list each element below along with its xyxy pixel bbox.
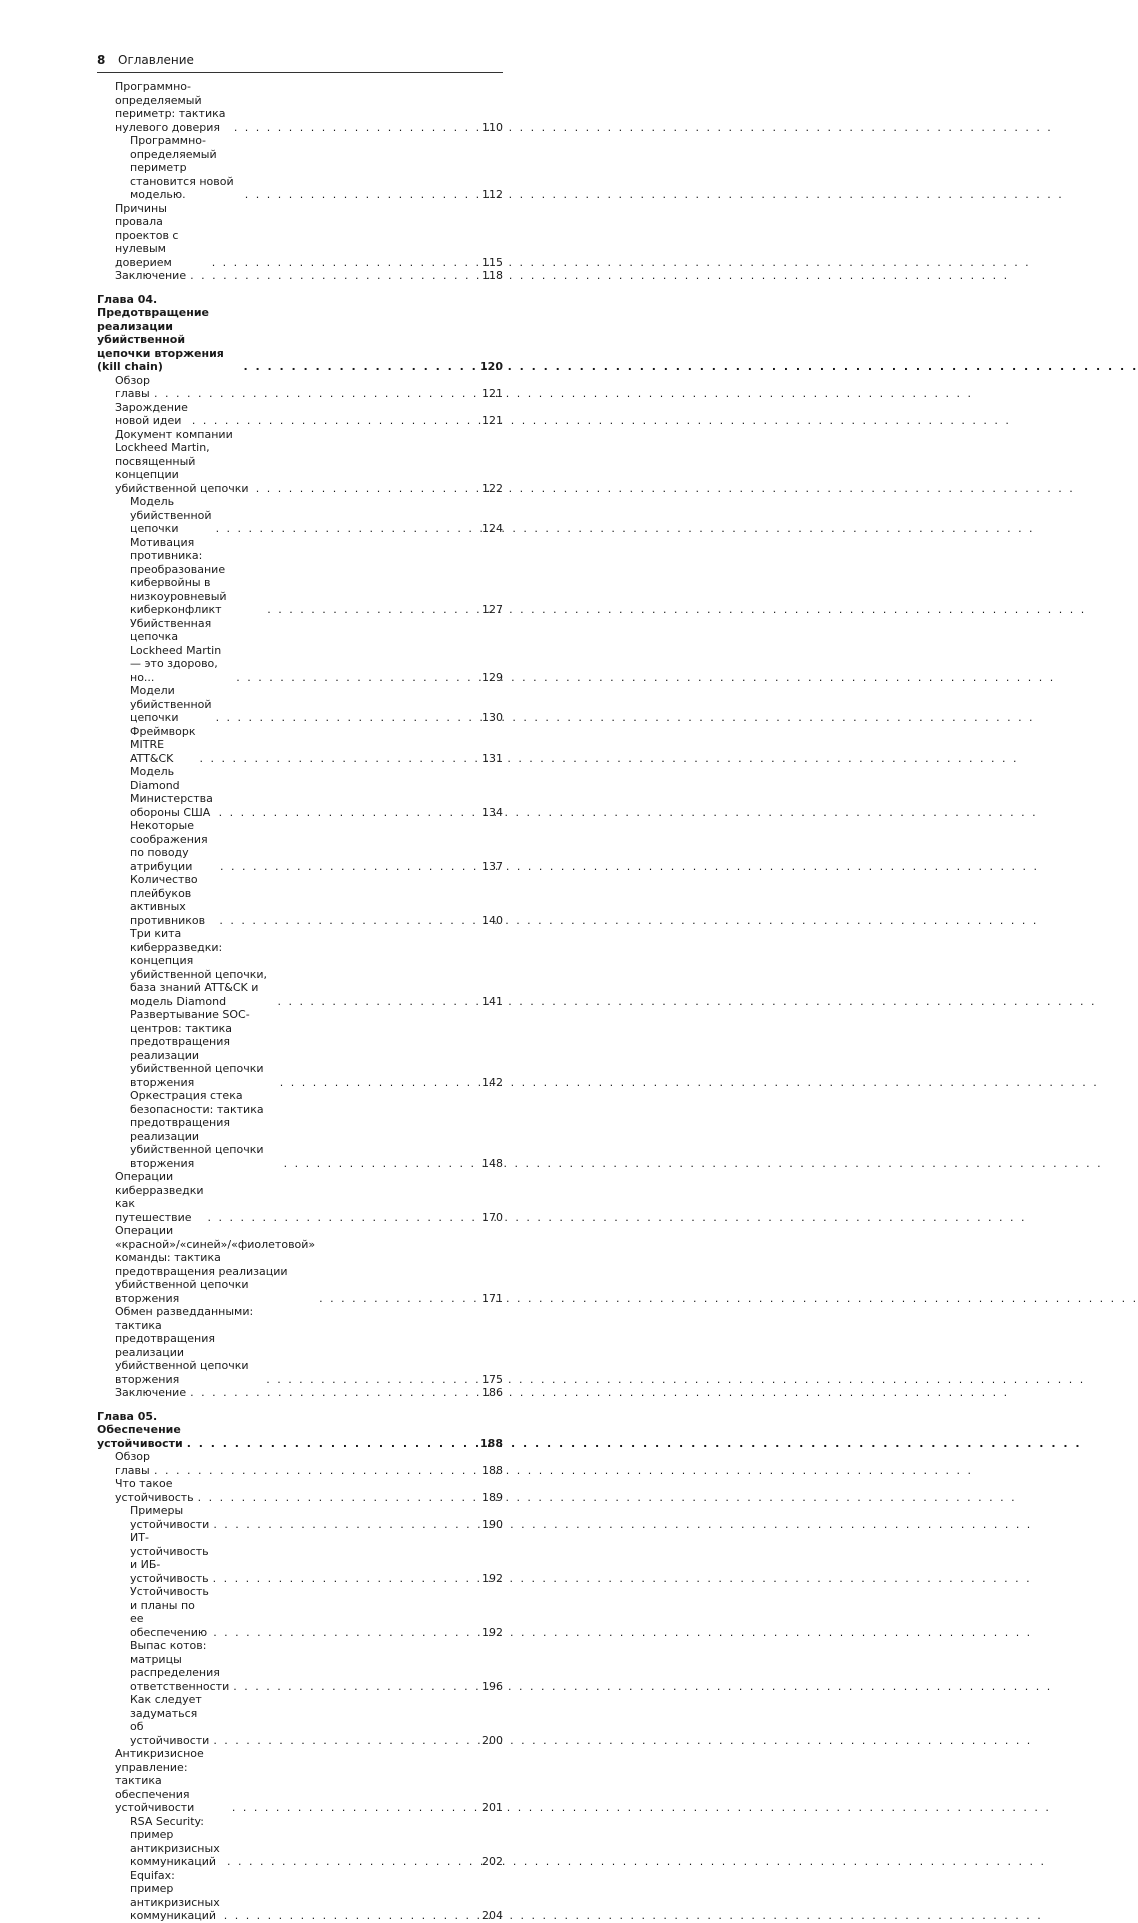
- toc-entry: [97, 269, 503, 283]
- toc-entry: [97, 765, 503, 819]
- dot-leader: [256, 482, 478, 496]
- toc-entry-page: 110: [482, 120, 503, 134]
- toc-entry: [97, 80, 503, 134]
- dot-leader: [216, 522, 478, 536]
- dot-leader: [212, 256, 478, 270]
- toc-entry: [97, 202, 503, 270]
- dot-leader: [154, 1464, 478, 1478]
- section-gap: [97, 1400, 503, 1410]
- toc-entry-title: ИТ-устойчивость и ИБ-устойчивость: [130, 1531, 209, 1585]
- toc-entry-title: Программно-определяемый периметр становится новой моделью.: [130, 134, 234, 201]
- toc-entry-title: Оркестрация стека безопасности: тактика предотвращения реализации убийственной цепочки вторжения: [130, 1089, 264, 1170]
- running-title: Оглавление: [118, 53, 194, 67]
- toc-entry: [97, 1170, 503, 1224]
- dot-leader: [220, 860, 478, 874]
- toc-entry: [97, 1386, 503, 1400]
- dot-leader: [219, 914, 478, 928]
- page-header: [97, 52, 503, 73]
- dot-leader: [200, 752, 478, 766]
- toc-entry-page: 196: [482, 1679, 503, 1693]
- toc-entry: [97, 684, 503, 725]
- toc-entry: [97, 617, 503, 685]
- toc-entry-title: Модель Diamond Министерства обороны США: [130, 765, 213, 819]
- toc-entry-title: Операции киберразведки как путешествие: [115, 1170, 204, 1224]
- dot-leader: [280, 1076, 478, 1090]
- toc-entry: [97, 495, 503, 536]
- dot-leader: [208, 1211, 478, 1225]
- toc-entry-title: Три кита киберразведки: концепция убийственной цепочки, база знаний ATT&CK и модель Diamond: [130, 927, 268, 1008]
- toc-entry-page: 170: [482, 1210, 503, 1224]
- toc-entry: [97, 1450, 503, 1477]
- toc-entry-title: Развертывание SOC-центров: тактика предотвращения реализации убийственной цепочки вторжения: [130, 1008, 264, 1089]
- toc-entry-page: 148: [482, 1156, 503, 1170]
- toc-entry-page: 121: [482, 414, 503, 427]
- toc-entry-page: 141: [482, 994, 503, 1008]
- toc-entry-title: Глава 04. Предотвращение реализации убийственной цепочки вторжения (kill chain): [97, 292, 224, 373]
- dot-leader: [243, 360, 476, 374]
- toc-entry: [97, 374, 503, 401]
- dot-leader: [190, 1386, 478, 1400]
- toc-entry-title: Программно-определяемый периметр: тактика нулевого доверия: [115, 80, 226, 134]
- toc-entry-page: 200: [482, 1733, 503, 1747]
- toc-entry: [97, 428, 503, 496]
- toc-entry-title: Обзор главы: [115, 373, 151, 400]
- toc-entry-title: Мотивация противника: преобразование кибервойны в низкоуровневый киберконфликт: [130, 535, 227, 616]
- toc-entry-page: 122: [482, 481, 503, 495]
- toc-entry-title: Модель убийственной цепочки: [130, 495, 212, 535]
- dot-leader: [224, 1909, 478, 1923]
- toc-entry: [97, 401, 503, 428]
- section-gap: [97, 283, 503, 293]
- toc-entry-title: Заключение: [115, 1386, 187, 1399]
- toc-entry: [97, 1305, 503, 1386]
- toc-entry-page: 202: [482, 1855, 503, 1868]
- toc-entry-page: 190: [482, 1517, 503, 1531]
- toc-entry: [97, 1224, 503, 1305]
- dot-leader: [190, 269, 478, 283]
- dot-leader: [233, 1680, 478, 1694]
- toc-entry: [97, 1504, 503, 1531]
- toc-entry-page: 112: [482, 188, 503, 201]
- toc-entry: [97, 1815, 503, 1869]
- toc-entry-page: 171: [482, 1291, 503, 1305]
- toc-entry: [97, 1639, 503, 1693]
- toc-entry-title: Что такое устойчивость: [115, 1477, 194, 1504]
- toc-entry-title: Глава 05. Обеспечение устойчивости: [97, 1409, 183, 1450]
- toc-entry: [97, 873, 503, 927]
- toc-entry: [97, 725, 503, 766]
- toc-entry-title: Обзор главы: [115, 1450, 151, 1477]
- dot-leader: [187, 1437, 476, 1451]
- toc-entry-title: RSA Security: пример антикризисных коммуникаций: [130, 1814, 220, 1868]
- toc-entry-title: Модели убийственной цепочки: [130, 684, 212, 724]
- toc-entry-title: Количество плейбуков активных противников: [130, 873, 206, 927]
- toc-entry-title: Документ компании Lockheed Martin, посвященный концепции убийственной цепочки: [115, 427, 249, 495]
- toc-entry-page: 121: [482, 387, 503, 400]
- dot-leader: [216, 711, 478, 725]
- toc-entry: [97, 1089, 503, 1170]
- dot-leader: [232, 1801, 478, 1815]
- dot-leader: [277, 995, 478, 1009]
- dot-leader: [192, 414, 478, 428]
- dot-leader: [213, 1572, 478, 1586]
- toc-entry: [97, 1585, 503, 1639]
- toc-entry-page: 129: [482, 670, 503, 684]
- toc-entry: [97, 1869, 503, 1923]
- dot-leader: [198, 1491, 478, 1505]
- toc-entry-title: Операции «красной»/«синей»/«фиолетовой» команды: тактика предотвращения реализации убийственной цепочки вторжения: [115, 1224, 316, 1305]
- toc-chapter-entry: [97, 293, 503, 374]
- dot-leader: [213, 1734, 478, 1748]
- toc-entry-title: Как следует задуматься об устойчивости: [130, 1693, 210, 1747]
- dot-leader: [266, 1373, 478, 1387]
- toc-entry-page: 124: [482, 522, 503, 535]
- toc-entry-title: Заключение: [115, 269, 187, 282]
- dot-leader: [284, 1157, 478, 1171]
- toc-entry-page: 204: [482, 1909, 503, 1922]
- toc-entry-page: 118: [482, 269, 503, 282]
- toc-chapter-entry: [97, 1410, 503, 1451]
- dot-leader: [219, 806, 478, 820]
- toc-entry-title: Фреймворк MITRE ATT&CK: [130, 724, 196, 765]
- toc-entry-page: 120: [480, 360, 503, 373]
- dot-leader: [213, 1626, 478, 1640]
- toc-entry-title: Некоторые соображения по поводу атрибуции: [130, 819, 208, 873]
- toc-entry: [97, 1693, 503, 1747]
- toc-entry-page: 192: [482, 1625, 503, 1639]
- dot-leader: [227, 1855, 478, 1869]
- toc-entry-page: 186: [482, 1386, 503, 1399]
- toc-entry-page: 142: [482, 1075, 503, 1089]
- toc-entry-page: 188: [482, 1463, 503, 1477]
- dot-leader: [236, 671, 478, 685]
- toc-entry-title: Примеры устойчивости: [130, 1504, 210, 1531]
- toc-entry: [97, 1531, 503, 1585]
- table-of-contents: [97, 80, 503, 1923]
- toc-entry: [97, 1747, 503, 1815]
- dot-leader: [213, 1518, 478, 1532]
- toc-entry-title: Выпас котов: матрицы распределения ответственности: [130, 1639, 230, 1693]
- toc-entry-page: 137: [482, 859, 503, 873]
- toc-entry: [97, 1477, 503, 1504]
- dot-leader: [234, 121, 478, 135]
- toc-entry-title: Зарождение новой идеи: [115, 400, 188, 427]
- dot-leader: [319, 1292, 478, 1306]
- toc-entry: [97, 536, 503, 617]
- toc-entry-page: 188: [480, 1436, 503, 1450]
- toc-entry-page: 201: [482, 1801, 503, 1814]
- dot-leader: [154, 387, 478, 401]
- toc-entry: [97, 819, 503, 873]
- dot-leader: [267, 603, 478, 617]
- toc-entry-title: Обмен разведданными: тактика предотвращения реализации убийственной цепочки вторжения: [115, 1305, 254, 1386]
- toc-entry-page: 175: [482, 1372, 503, 1386]
- toc-entry-page: 131: [482, 751, 503, 765]
- toc-entry-page: 192: [482, 1571, 503, 1585]
- dot-leader: [245, 188, 478, 202]
- toc-entry: [97, 1008, 503, 1089]
- toc-entry-title: Устойчивость и планы по ее обеспечению: [130, 1585, 209, 1639]
- toc-entry-page: 127: [482, 603, 503, 616]
- toc-entry-page: 134: [482, 805, 503, 819]
- toc-entry-title: Причины провала проектов с нулевым доверием: [115, 201, 179, 269]
- toc-entry-page: 189: [482, 1490, 503, 1504]
- toc-entry-title: Equifax: пример антикризисных коммуникаций: [130, 1868, 220, 1922]
- toc-entry-title: Антикризисное управление: тактика обеспечения устойчивости: [115, 1747, 204, 1814]
- toc-entry: [97, 927, 503, 1008]
- toc-entry: [97, 134, 503, 202]
- page-number: 8: [97, 53, 106, 67]
- toc-entry-page: 140: [482, 913, 503, 927]
- toc-entry-title: Убийственная цепочка Lockheed Martin — это здорово, но...: [130, 616, 222, 684]
- toc-entry-page: 130: [482, 711, 503, 724]
- toc-entry-page: 115: [482, 255, 503, 269]
